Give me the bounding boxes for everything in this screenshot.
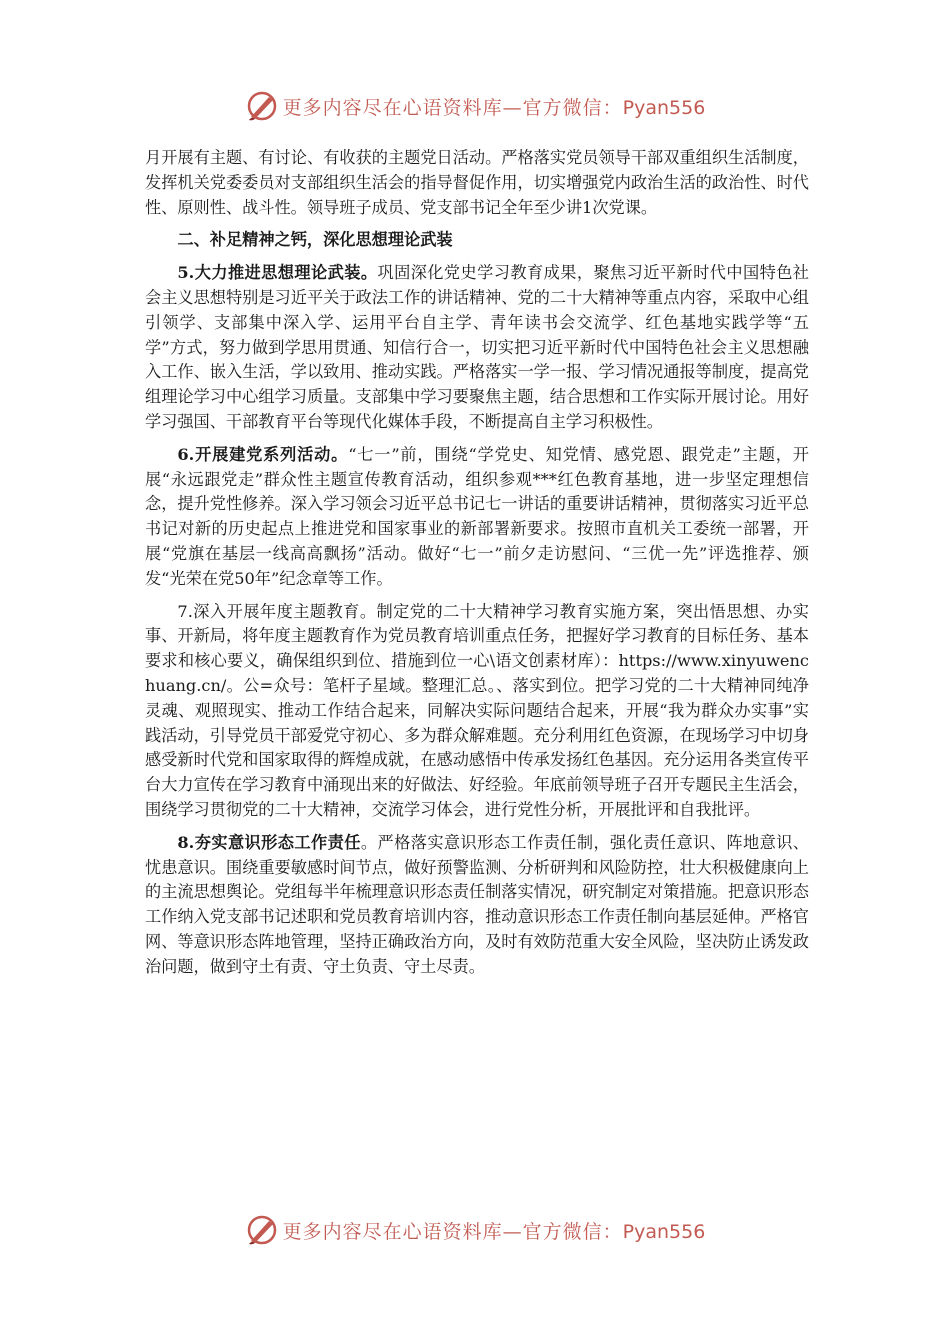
banner-wechat-id: Pyan556 <box>622 96 706 119</box>
item-5-text: 巩固深化党史学习教育成果，聚焦习近平新时代中国特色社会主义思想特别是习近平关于政法工作的讲话精神、党的二十大精神等重点内容，采取中心组引领学、支部集中深入学、运用平台自主学、青年读书会交流学、红色基地实践学等“五学”方式，努力做到学思用贯通、知信行合一，切实把习近平新时代中国特色社会主义思想融入工作、嵌入生活，学以致用、推动实践。严格落实一学一报、学习情况通报等制度，提高党组理论学习中心组学习质量。支部集中学习要聚焦主题，结合思想和工作实际开展讨论。用好学习强国、干部教育平台等现代化媒体手段，不断提高自主学习积极性。 <box>145 263 809 431</box>
section-heading-2: 二、补足精神之钙，深化思想理论武装 <box>177 230 453 250</box>
header-watermark-banner <box>0 86 950 126</box>
banner-wechat-id: Pyan556 <box>622 1220 706 1243</box>
paragraph-item-8 <box>145 831 809 980</box>
brush-logo-icon <box>245 89 279 123</box>
paragraph-item-6 <box>145 443 809 592</box>
paragraph-item-7: 7.深入开展年度主题教育。制定党的二十大精神学习教育实施方案，突出悟思想、办实事、开新局，将年度主题教育作为党员教育培训重点任务，把握好学习教育的目标任务、基本要求和核心要义，确保组织到位、措施到位一心\语文创素材库）：https://www.xinyuwenchuang.cn/。公=众号：笔杆子星域。整理汇总。、落实到位。把学习党的二十大精神同纯净灵魂、观照现实、推动工作结合起来，同解决实际问题结合起来，开展“我为群众办实事”实践活动，引导党员干部爱党守初心、多为群众解难题。充分利用红色资源，在现场学习中切身感受新时代党和国家取得的辉煌成就，在感动感悟中传承发扬红色基因。充分运用各类宣传平台大力宣传在学习教育中涌现出来的好做法、好经验。年底前领导班子召开专题民主生活会，围绕学习贯彻党的二十大精神，交流学习体会，进行党性分析，开展批评和自我批评。 <box>145 601 809 819</box>
banner-text: 更多内容尽在心语资料库—官方微信：Pyan556 <box>282 1220 706 1243</box>
item-6-title: 6.开展建党系列活动。 <box>177 444 349 464</box>
document-body <box>145 146 809 988</box>
item-5-title: 5.大力推进思想理论武装。 <box>177 263 378 283</box>
item-8-title: 8.夯实意识形态工作责任 <box>177 832 361 852</box>
item-6-text: “七一”前，围绕“学党史、知党情、感党恩、跟党走”主题，开展“永远跟党走”群众性主题宣传教育活动，组织参观***红色教育基地，进一步坚定理想信念，提升党性修养。深入学习领会习近平总书记七一讲话的重要讲话精神，贯彻落实习近平总书记对新的历史起点上推进党和国家事业的新部署新要求。按照市直机关工委统一部署，开展“党旗在基层一线高高飘扬”活动。做好“七一”前夕走访慰问、“三优一先”评选推荐、颁发“光荣在党50年”纪念章等工作。 <box>145 444 809 588</box>
brush-logo-icon <box>245 1213 279 1247</box>
item-8-text: 。严格落实意识形态工作责任制，强化责任意识、阵地意识、忧患意识。围绕重要敏感时间节点，做好预警监测、分析研判和风险防控，壮大积极健康向上的主流思想舆论。党组每半年梳理意识形态责任制落实情况，研究制定对策措施。把意识形态工作纳入党支部书记述职和党员教育培训内容，推动意识形态工作责任制向基层延伸。严格官网、等意识形态阵地管理，坚持正确政治方向，及时有效防范重大安全风险，坚决防止诱发政治问题，做到守土有责、守土负责、守土尽责。 <box>145 832 809 976</box>
paragraph-continued: 月开展有主题、有讨论、有收获的主题党日活动。严格落实党员领导干部双重组织生活制度，发挥机关党委委员对支部组织生活会的指导督促作用，切实增强党内政治生活的政治性、时代性、原则性、战斗性。领导班子成员、党支部书记全年至少讲1次党课。 <box>145 148 809 217</box>
paragraph-item-5 <box>145 261 809 435</box>
footer-watermark-banner <box>0 1210 950 1250</box>
banner-text: 更多内容尽在心语资料库—官方微信：Pyan556 <box>282 96 706 119</box>
